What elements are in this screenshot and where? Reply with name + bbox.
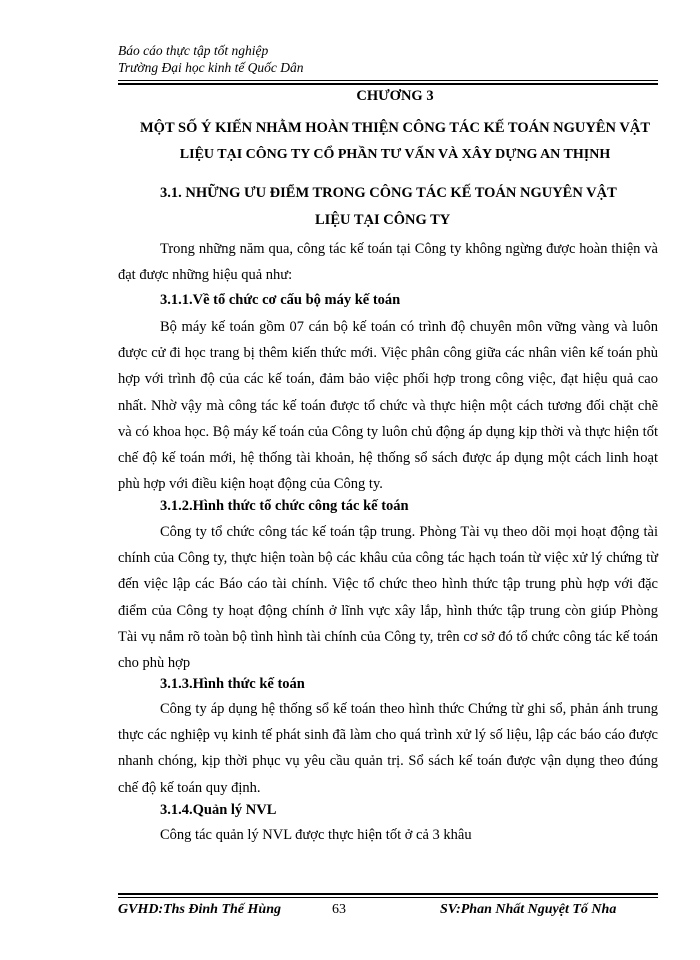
page-header [118,42,304,76]
section-3-1-1-heading: 3.1.1.Về tổ chức cơ cấu bộ máy kế toán [160,292,401,308]
section-3-1-2-paragraph: Công ty tổ chức công tác kế toán tập trung. Phòng Tài vụ theo dõi mọi hoạt động tài chính của Công ty, thực hiện toàn bộ các khâu của công tác hạch toán từ việc xử lý chứng từ đến việc lập các Báo cáo tài chính. Việc tổ chức theo hình thức tập trung phù hợp với đặc điểm của Công ty hoạt động chính ở lĩnh vực xây lắp, hình thức tập trung còn giúp Phòng Tài vụ nắm rõ toàn bộ tình hình tài chính của Công ty, trên cơ sở đó tổ chức công tác kế toán cho phù hợp [118,524,658,672]
page-number: 63 [332,902,346,917]
chapter-label: CHƯƠNG 3 [356,88,434,104]
section-3-1-3-heading: 3.1.3.Hình thức kế toán [160,676,305,692]
section-3-1-heading-line1: 3.1. NHỮNG ƯU ĐIỂM TRONG CÔNG TÁC KẾ TOÁN NGUYÊN VẬT [160,185,617,201]
footer-divider [118,897,658,898]
section-3-1-3-paragraph: Công ty áp dụng hệ thống sổ kế toán theo hình thức Chứng từ ghi sổ, phản ánh trung thực các nghiệp vụ kinh tế phát sinh đã làm cho quá trình xử lý số liệu, lập các báo cáo được nhanh chóng, kịp thời phục vụ yêu cầu quản trị. Sổ sách kế toán được vận dụng theo đúng chế độ kế toán quy định. [118,701,658,796]
header-divider [118,80,658,81]
footer-student: SV:Phan Nhất Nguyệt Tố Nha [440,902,617,917]
header-report-title: Báo cáo thực tập tốt nghiệp [118,43,269,58]
header-university: Trường Đại học kinh tế Quốc Dân [118,60,304,75]
footer-divider-thick [118,893,658,895]
section-3-1-4-heading: 3.1.4.Quản lý NVL [160,802,277,818]
section-3-1-1-paragraph: Bộ máy kế toán gồm 07 cán bộ kế toán có trình độ chuyên môn vững vàng và luôn được cử đi học trang bị thêm kiến thức mới. Việc phân công giữa các nhân viên kế toán phù hợp với trình độ của các kế toán, đảm bảo việc phối hợp trong công việc, đạt hiệu quả cao nhất. Nhờ vậy mà công tác kế toán được tổ chức và thực hiện một cách tương đối chặt chẽ và có khoa học. Bộ máy kế toán của Công ty luôn chủ động áp dụng kịp thời và thực hiện tốt chế độ kế toán mới, hệ thống tài khoản, hệ thống sổ sách được áp dụng một cách linh hoạt phù hợp với điều kiện hoạt động của Công ty. [118,319,658,493]
intro-paragraph: Trong những năm qua, công tác kế toán tại Công ty không ngừng được hoàn thiện và đạt được những hiệu quả như: [118,241,658,284]
section-3-1-4-paragraph: Công tác quản lý NVL được thực hiện tốt ở cả 3 khâu [160,827,472,843]
section-3-1-heading-line2: LIỆU TẠI CÔNG TY [315,212,451,228]
footer-supervisor: GVHD:Ths Đinh Thế Hùng [118,902,281,917]
header-divider-thick [118,83,658,85]
section-3-1-2-heading: 3.1.2.Hình thức tổ chức công tác kế toán [160,498,409,514]
chapter-title-line2: LIỆU TẠI CÔNG TY CỔ PHẦN TƯ VẤN VÀ XÂY DỰNG AN THỊNH [179,147,611,162]
chapter-title-line1: MỘT SỐ Ý KIẾN NHẰM HOÀN THIỆN CÔNG TÁC KẾ TOÁN NGUYÊN VẬT [140,120,650,136]
